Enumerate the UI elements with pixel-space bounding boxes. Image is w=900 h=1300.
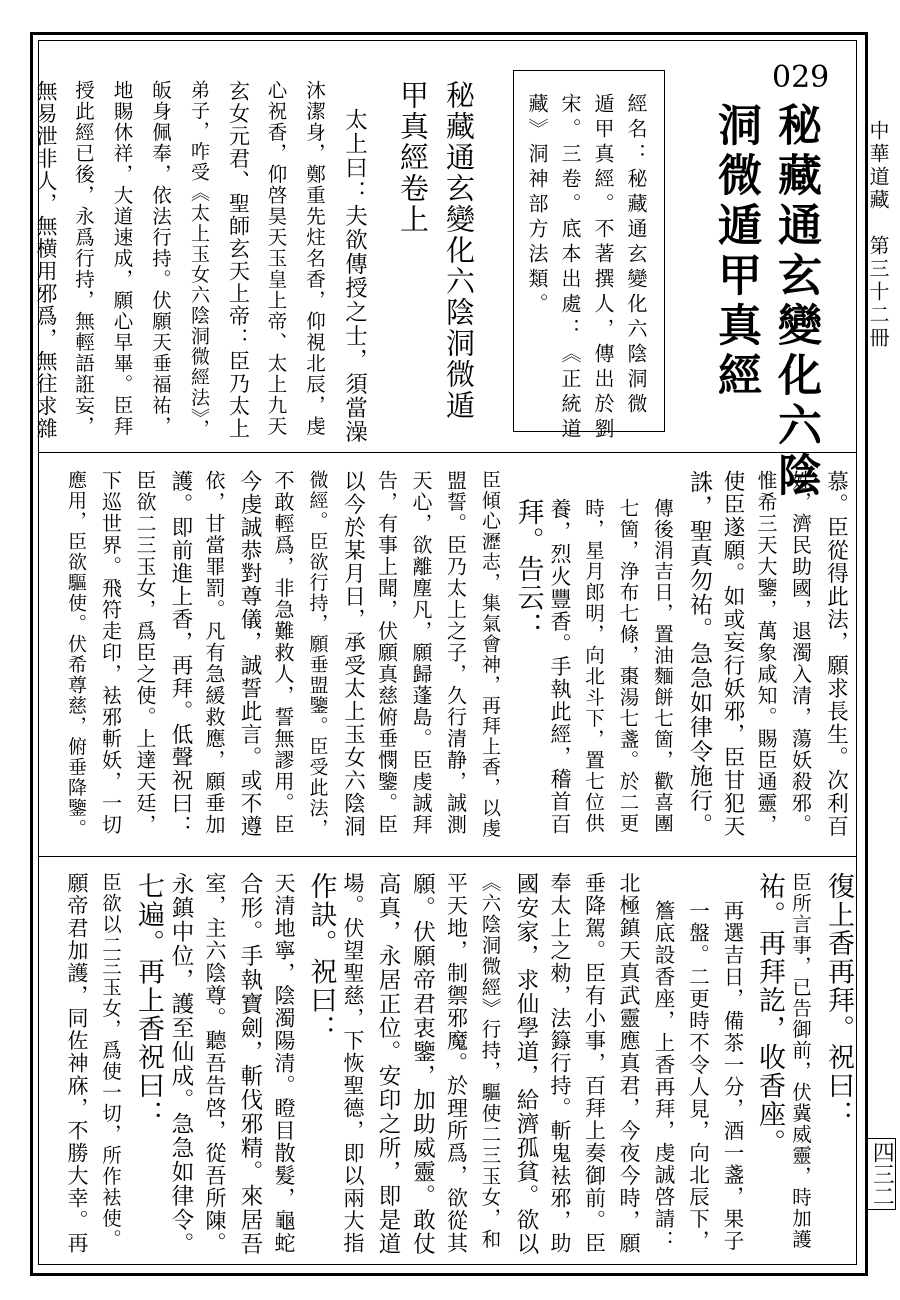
- text-column: 依，甘當罪罰。凡有急緩救應，願垂加: [202, 470, 226, 836]
- text-column: 太上曰：夫欲傳授之士，須當澡: [341, 108, 368, 444]
- note-line: 宋。三卷。底本出處：《正統道: [558, 93, 582, 443]
- text-column: 場。伏望聖慈，下恢聖德，即以兩大指: [341, 872, 365, 1255]
- text-column: 時，星月郎明，向北斗下，置七位供: [582, 498, 605, 834]
- text-column: 使臣遂願。如或妄行妖邪，臣甘犯天: [720, 470, 745, 838]
- text-column: 再選吉日，備茶一分，酒一盞，果子: [720, 900, 744, 1252]
- text-column: 惟希三天大鑒，萬象咸知。賜臣通靈，: [754, 470, 778, 836]
- note-line: 遁甲真經。不著撰人，傳出於劉: [591, 93, 615, 443]
- divider-lower: [38, 856, 857, 857]
- text-column: 地賜休祥，大道速成，願心早畢。臣拜: [110, 80, 134, 437]
- text-column: 玄女元君、聖師玄天上帝：臣乃太上: [226, 80, 251, 440]
- text-column: 微經。臣欲行持，願垂盟鑒。臣受此法，: [306, 470, 329, 839]
- main-title-line-1: 秘藏通玄變化六陰: [770, 102, 821, 502]
- text-column: 合形。手執寶劍，斬伐邪精。來居吾: [237, 872, 263, 1256]
- text-column: 作訣。祝曰：: [305, 872, 337, 1043]
- text-column: 高真，永居正位。安印之所，即是道: [375, 872, 401, 1256]
- text-column: 授此經已後，永爲行持，無輕語誑妄，: [72, 80, 95, 437]
- text-column: 誅，聖真勿祐。急急如律令施行。: [686, 470, 712, 838]
- text-column: 願。伏願帝君衷鑒，加助威靈。敢仗: [409, 872, 436, 1256]
- text-column: 慕。臣從得此法，願求長生。次利百: [823, 470, 849, 838]
- text-column: 復上香再拜。祝曰：: [823, 872, 854, 1129]
- divider-upper: [38, 452, 857, 453]
- text-column: 護。即前進上香，再拜。低聲祝曰：: [168, 470, 193, 838]
- text-number: 029: [772, 60, 830, 95]
- text-column: 養，烈火豐香。手執此經，稽首百: [548, 498, 572, 836]
- text-column: 天心，欲離塵凡，願歸蓬島。臣虔誠拜: [409, 470, 433, 836]
- text-column: 告，有事上聞，伏願真慈俯垂憫鑒。臣: [374, 470, 399, 836]
- text-column: 弟子，咋受《太上玉女六陰洞微經法》，: [188, 80, 210, 440]
- text-column: 天清地寧，陰濁陽清。瞪目散髮，龜蛇: [272, 872, 296, 1255]
- text-column: 皈身佩奉，依法行持。伏願天垂福祐，: [149, 80, 172, 437]
- text-column: 今虔誠恭對尊儀，誠誓此言。或不遵: [237, 470, 262, 838]
- text-column: 北極鎮天真武靈應真君，今夜今時，願: [617, 872, 641, 1255]
- text-column: 永鎮中位，護至仙成。急急如律令。: [168, 872, 194, 1256]
- text-column: 臣欲以二三玉女，爲使一切，所作袪使。: [99, 872, 122, 1250]
- section-title-line-1: 秘藏通玄變化六陰洞微遁: [442, 80, 476, 421]
- text-column: 傳後涓吉日，置油麵餅七箇，歡喜團: [651, 498, 674, 834]
- text-column: 七箇，浄布七條，棗湯七盞。於二更: [616, 498, 640, 834]
- text-column: 室，主六陰尊。聽吾告啓，從吾所陳。: [203, 872, 227, 1255]
- page-number: 四三二: [866, 1138, 896, 1210]
- text-column: 簷底設香座，上香再拜，虔誠啓請：: [651, 900, 675, 1252]
- text-column: 姓，濟民助國，退濁入清，蕩妖殺邪。: [788, 470, 813, 836]
- note-line: 藏》洞神部方法類。: [525, 93, 549, 318]
- text-column: 國安家，求仙學道，給濟孤貧。欲以: [513, 872, 539, 1256]
- section-title-line-2: 甲真經卷上: [396, 80, 430, 235]
- text-column: 盟誓。臣乃太上之子，久行清静，誠測: [443, 470, 468, 836]
- text-column: 心祝香，仰啓昊天玉皇上帝、太上九天: [264, 80, 288, 437]
- text-column: 下巡世界。飛符走印，袪邪斬妖，一切: [98, 470, 123, 836]
- running-header: 中華道藏 第三十二冊: [866, 120, 890, 350]
- text-column: 垂降駕。臣有小事，百拜上奏御前。臣: [582, 872, 607, 1255]
- text-column: 奉太上之勑，法籙行持。斬鬼袪邪，助: [548, 872, 572, 1255]
- text-column: 應用，臣欲驅使。伏希尊慈，俯垂降鑒。: [65, 470, 87, 839]
- text-column: 沐潔身，鄭重先炷名香，仰視北辰，虔: [303, 80, 326, 437]
- note-box: [513, 70, 665, 443]
- text-column: 拜。告云：: [512, 498, 544, 641]
- text-column: 以今於某月日，承受太上玉女六陰洞: [340, 470, 366, 838]
- text-column: 臣所言事，已告御前，伏冀威靈，時加護: [789, 872, 812, 1250]
- text-column: 一盤。二更時不令人見，向北辰下，: [685, 900, 710, 1252]
- text-column: 《六陰洞微經》行持，驅使二三玉女，和: [478, 872, 502, 1250]
- text-column: 臣欲二三玉女，爲臣之使。上達天廷，: [133, 470, 157, 836]
- text-column: 臣傾心瀝志，集氣會神，再拜上香，以虔: [479, 470, 501, 839]
- text-column: 平天地，制禦邪魔。於理所爲，欲從其: [444, 872, 469, 1255]
- text-column: 七遍。再上香祝曰：: [133, 872, 164, 1129]
- main-title-line-2: 洞微遁甲真經: [710, 102, 761, 402]
- text-column: 不敢輕爲，非急難救人，誓無謬用。臣: [271, 470, 295, 836]
- text-column: 願帝君加護，同佐神庥，不勝大幸。再: [65, 872, 89, 1255]
- note-line: 經名：秘藏通玄變化六陰洞微: [624, 93, 648, 418]
- text-column: 無易泄非人，無横用邪爲，無往求雜: [34, 80, 58, 440]
- text-column: 祐。再拜訖，收香座。: [754, 872, 785, 1157]
